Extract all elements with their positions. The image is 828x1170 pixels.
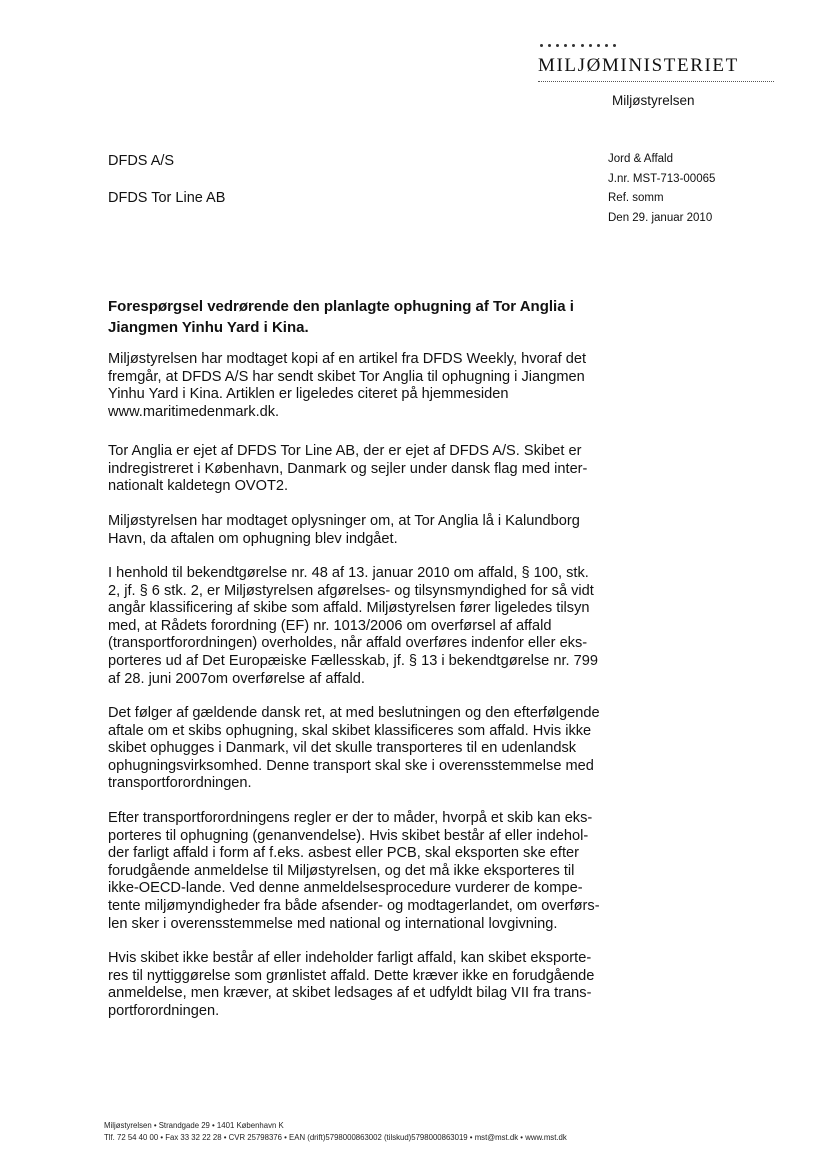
letter-date: Den 29. januar 2010 [608,211,713,224]
body-paragraph [108,950,616,1020]
text-line: len sker i overensstemmelse med national og international lovgivning. [108,915,558,932]
body-paragraph [108,443,616,496]
text-line: Efter transportforordningens regler er der to måder, hvorpå et skib kan eks- [108,810,593,826]
text-line: res til nyttiggørelse som grønlistet affald. Dette kræver ikke en forudgående [108,967,595,984]
text-line: Hvis skibet ikke består af eller indeholder farligt affald, kan skibet eksporte- [108,950,592,966]
body-paragraph [108,351,616,421]
text-line: porteres til ophugning (genanvendelse). Hvis skibet består af eller indehol- [108,827,589,844]
body-paragraph [108,705,616,793]
text-line: Det følger af gældende dansk ret, at med beslutningen og den efterfølgende [108,705,600,721]
text-line: porteres ud af Det Europæiske Fællesskab, jf. § 13 i bekendtgørelse nr. 799 [108,652,598,669]
text-line: portforordningen. [108,1002,220,1019]
text-line: med, at Rådets forordning (EF) nr. 1013/2006 om overførsel af affald [108,617,552,634]
ministry-logo-text: MILJØMINISTERIET [538,55,739,76]
text-line: angår klassificering af skibe som affald. Miljøstyrelsen fører ligeledes tilsyn [108,600,590,617]
recipient-line: DFDS A/S [108,153,175,169]
text-line: Havn, da aftalen om ophugning blev indgået. [108,530,398,547]
text-line: transportforordningen. [108,775,252,792]
footer-address: Miljøstyrelsen • Strandgade 29 • 1401 København K [104,1121,284,1130]
text-line: (transportforordningen) overholdes, når affald overføres indenfor eller eks- [108,635,588,652]
letter-subject [108,296,608,338]
logo-divider [538,81,774,82]
text-line: fremgår, at DFDS A/S har sendt skibet Tor Anglia til ophugning i Jiangmen [108,368,585,385]
journal-number: J.nr. MST-713-00065 [608,172,716,185]
text-line: af 28. juni 2007om overførelse af affald. [108,670,365,687]
text-line: 2, jf. § 6 stk. 2, er Miljøstyrelsen afgørelses- og tilsynsmyndighed for så vidt [108,582,594,599]
text-line: I henhold til bekendtgørelse nr. 48 af 13. januar 2010 om affald, § 100, stk. [108,565,589,581]
text-line: www.maritimedenmark.dk. [108,403,280,420]
footer-contact: Tlf. 72 54 40 00 • Fax 33 32 22 28 • CVR 25798376 • EAN (drift)5798000863002 (tilskud)5798000863019 • mst@mst.dk • www.mst.dk [104,1133,567,1142]
body-paragraph [108,565,616,688]
text-line: forudgående anmeldelse til Miljøstyrelsen, og det må ikke eksporteres til [108,862,575,879]
text-line: der farligt affald i form af f.eks. asbest eller PCB, skal eksporten ske efter [108,845,579,862]
text-line: ikke-OECD-lande. Ved denne anmeldelsesprocedure vurderer de kompe- [108,880,583,897]
reference: Ref. somm [608,192,664,205]
text-line: ophugningsvirksomhed. Denne transport skal ske i overensstemmelse med [108,757,594,774]
subject-line: Jiangmen Yinhu Yard i Kina. [108,319,309,336]
text-line: indregistreret i København, Danmark og sejler under dansk flag med inter- [108,460,588,477]
text-line: tente miljømyndigheder fra både afsender- og modtagerlandet, om overførs- [108,897,600,914]
text-line: skibet ophugges i Danmark, vil det skulle transporteres til en udenlandsk [108,740,577,757]
text-line: anmeldelse, men kræver, at skibet ledsages af et udfyldt bilag VII fra trans- [108,985,592,1002]
logo-dots [540,44,616,50]
text-line: nationalt kaldetegn OVOT2. [108,478,289,495]
agency-name: Miljøstyrelsen [612,93,695,108]
text-line: Miljøstyrelsen har modtaget kopi af en artikel fra DFDS Weekly, hvoraf det [108,351,586,367]
text-line: aftale om et skibs ophugning, skal skibet klassificeres som affald. Hvis ikke [108,722,592,739]
text-line: Yinhu Yard i Kina. Artiklen er ligeledes citeret på hjemmesiden [108,386,509,403]
body-paragraph [108,513,616,548]
recipient-line: DFDS Tor Line AB [108,190,226,206]
text-line: Miljøstyrelsen har modtaget oplysninger om, at Tor Anglia lå i Kalundborg [108,513,580,529]
letter-meta [608,150,715,228]
text-line: Tor Anglia er ejet af DFDS Tor Line AB, der er ejet af DFDS A/S. Skibet er [108,443,582,459]
department: Jord & Affald [608,153,673,165]
body-paragraph [108,810,616,933]
subject-line: Forespørgsel vedrørende den planlagte ophugning af Tor Anglia i [108,298,574,315]
